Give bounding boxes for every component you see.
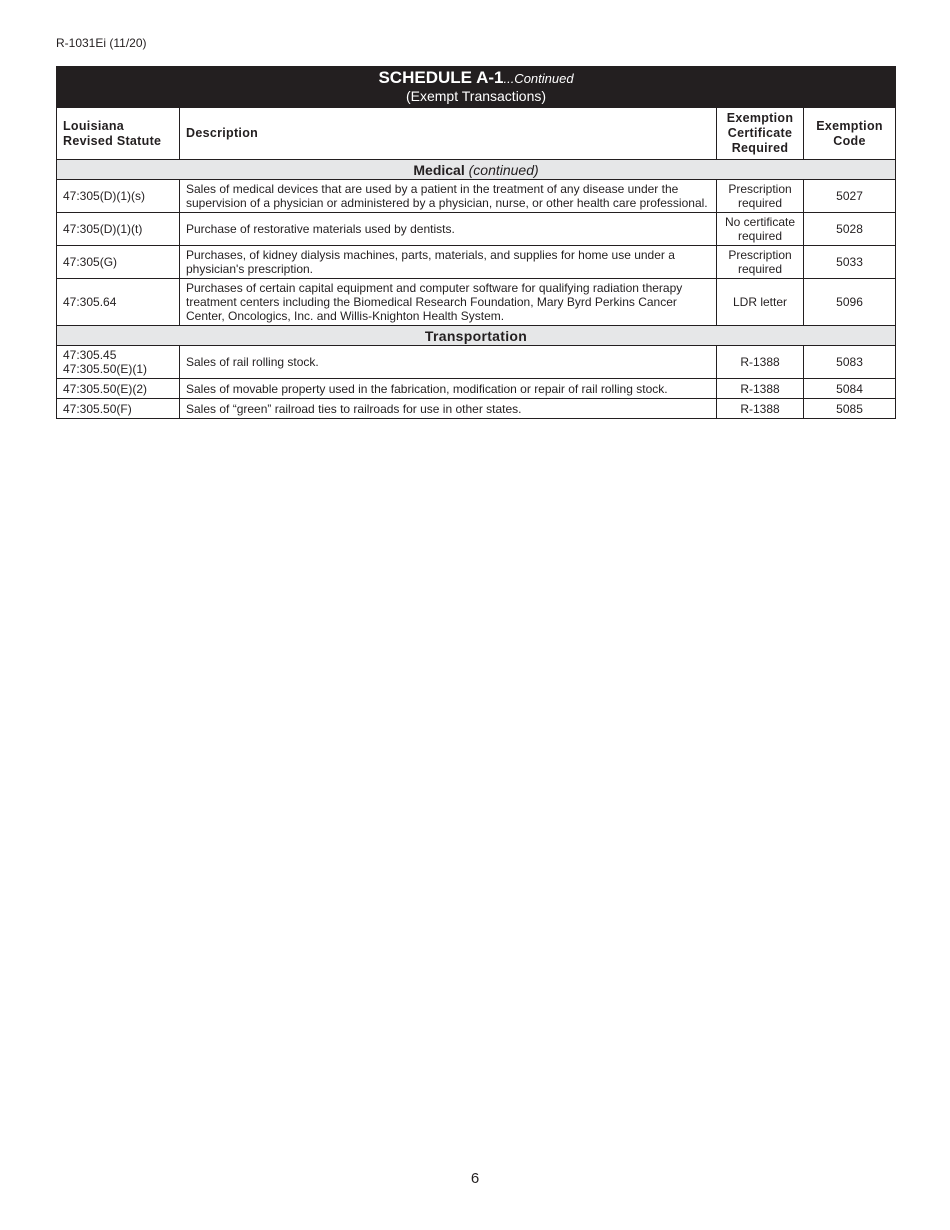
schedule-title xyxy=(57,67,896,108)
schedule-title-row xyxy=(57,67,896,108)
form-id: R-1031Ei (11/20) xyxy=(56,36,147,50)
table-row xyxy=(57,246,896,279)
table-row xyxy=(57,399,896,419)
cell-code: 5033 xyxy=(804,246,896,279)
section-continued: (continued) xyxy=(464,161,539,178)
table-row xyxy=(57,279,896,326)
column-header-statute-line1: Louisiana xyxy=(63,118,125,133)
cell-code: 5085 xyxy=(804,399,896,419)
section-name: Medical xyxy=(413,161,465,178)
cell-certificate: R-1388 xyxy=(717,346,804,379)
column-header-certificate-line3: Required xyxy=(731,141,789,155)
cell-description: Sales of medical devices that are used by a patient in the treatment of any disease under the supervision of a physician or administered by a physician, nurse, or other health care professional. xyxy=(180,180,717,213)
cell-description: Sales of rail rolling stock. xyxy=(180,346,717,379)
schedule-table xyxy=(56,66,896,419)
column-header-certificate-line1: Exemption xyxy=(726,111,794,125)
cell-certificate: No certificate required xyxy=(717,213,804,246)
schedule-subtitle: (Exempt Transactions) xyxy=(405,88,547,104)
cell-description: Purchases, of kidney dialysis machines, parts, materials, and supplies for home use under a physician's prescription. xyxy=(180,246,717,279)
column-header-code-line2: Code xyxy=(833,133,866,148)
column-header-certificate-line2: Certificate xyxy=(727,126,793,140)
table-row xyxy=(57,180,896,213)
cell-description: Purchase of restorative materials used by dentists. xyxy=(180,213,717,246)
cell-statute: 47:305(D)(1)(s) xyxy=(57,180,180,213)
cell-description: Sales of movable property used in the fabrication, modification or repair of rail rolling stock. xyxy=(180,379,717,399)
cell-statute: 47:305.64 xyxy=(57,279,180,326)
table-row xyxy=(57,379,896,399)
cell-code: 5083 xyxy=(804,346,896,379)
cell-code: 5084 xyxy=(804,379,896,399)
cell-certificate: Prescription required xyxy=(717,246,804,279)
cell-certificate: R-1388 xyxy=(717,399,804,419)
cell-statute xyxy=(57,346,180,379)
column-header-row xyxy=(57,108,896,160)
section-header-transportation xyxy=(57,326,896,346)
cell-code: 5096 xyxy=(804,279,896,326)
cell-statute-line1: 47:305.45 xyxy=(63,348,117,362)
section-title xyxy=(57,326,896,346)
column-header-statute xyxy=(57,108,180,160)
schedule-title-continued: ...Continued xyxy=(503,71,574,86)
column-header-statute-line2: Revised Statute xyxy=(63,133,162,148)
column-header-code-line1: Exemption xyxy=(816,118,883,133)
section-header-medical xyxy=(57,160,896,180)
cell-description: Sales of “green” railroad ties to railroads for use in other states. xyxy=(180,399,717,419)
table-row xyxy=(57,213,896,246)
cell-code: 5027 xyxy=(804,180,896,213)
section-name: Transportation xyxy=(424,327,528,344)
cell-description: Purchases of certain capital equipment and computer software for qualifying radiation therapy treatment centers including the Biomedical Research Foundation, Mary Byrd Perkins Cancer Center, Oncologics, Inc. and Willis-Knighton Health System. xyxy=(180,279,717,326)
schedule-title-main: SCHEDULE A-1 xyxy=(378,68,504,87)
cell-statute: 47:305.50(E)(2) xyxy=(57,379,180,399)
cell-certificate: Prescription required xyxy=(717,180,804,213)
cell-statute: 47:305(D)(1)(t) xyxy=(57,213,180,246)
table-row xyxy=(57,346,896,379)
column-header-certificate xyxy=(717,108,804,160)
cell-statute: 47:305.50(F) xyxy=(57,399,180,419)
cell-code: 5028 xyxy=(804,213,896,246)
cell-statute-line2: 47:305.50(E)(1) xyxy=(63,362,148,376)
column-header-description: Description xyxy=(180,108,717,160)
cell-certificate: LDR letter xyxy=(717,279,804,326)
cell-statute: 47:305(G) xyxy=(57,246,180,279)
cell-certificate: R-1388 xyxy=(717,379,804,399)
page-number: 6 xyxy=(470,1170,480,1187)
section-title xyxy=(57,160,896,180)
column-header-code xyxy=(804,108,896,160)
